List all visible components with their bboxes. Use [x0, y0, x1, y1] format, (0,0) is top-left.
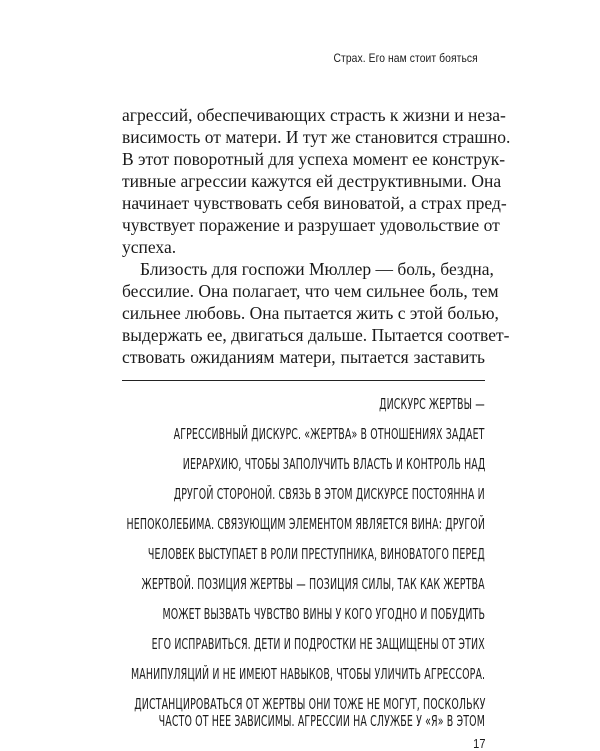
quote-line: ЧАСТО ОТ НЕЕ ЗАВИСИМЫ. АГРЕССИИ НА СЛУЖБЕ У «Я» В ЭТОМ — [158, 712, 485, 730]
body-line: чувствует поражение и разрушает удовольствие от — [122, 215, 500, 235]
body-line: агрессий, обеспечивающих страсть к жизни и неза- — [122, 105, 506, 125]
quote-line: ЧЕЛОВЕК ВЫСТУПАЕТ В РОЛИ ПРЕСТУПНИКА, ВИНОВАТОГО ПЕРЕД — [148, 545, 485, 563]
section-divider — [122, 380, 485, 381]
body-line: сильнее любовь. Она пытается жить с этой болью, — [122, 303, 499, 323]
body-line: В этот поворотный для успеха момент ее конструк- — [122, 149, 506, 169]
quote-line: ДИСКУРС ЖЕРТВЫ — — [379, 395, 485, 413]
quote-line: ЖЕРТВОЙ. ПОЗИЦИЯ ЖЕРТВЫ — ПОЗИЦИЯ СИЛЫ, ТАК КАК ЖЕРТВА — [141, 575, 485, 593]
quote-line: ЕГО ИСПРАВИТЬСЯ. ДЕТИ И ПОДРОСТКИ НЕ ЗАЩИЩЕНЫ ОТ ЭТИХ — [151, 635, 485, 653]
body-line: Близость для госпожи Мюллер — боль, бездна, — [140, 259, 494, 279]
body-line: висимость от матери. И тут же становится страшно. — [122, 127, 511, 147]
body-line: успеха. — [122, 237, 177, 257]
body-line: начинает чувствовать себя виноватой, а страх пред- — [122, 193, 507, 213]
quote-line: ДРУГОЙ СТОРОНОЙ. СВЯЗЬ В ЭТОМ ДИСКУРСЕ ПОСТОЯННА И — [173, 485, 485, 503]
page-number: 17 — [472, 736, 485, 751]
running-head: Страх. Его нам стоит бояться — [333, 51, 478, 65]
body-line: тивные агрессии кажутся ей деструктивными. Она — [122, 171, 502, 191]
body-line: ствовать ожиданиям матери, пытается заставить — [122, 347, 485, 367]
quote-line: НЕПОКОЛЕБИМА. СВЯЗУЮЩИМ ЭЛЕМЕНТОМ ЯВЛЯЕТСЯ ВИНА: ДРУГОЙ — [126, 515, 485, 533]
quote-line: МАНИПУЛЯЦИЙ И НЕ ИМЕЮТ НАВЫКОВ, ЧТОБЫ УЛИЧИТЬ АГРЕССОРА. — [130, 665, 485, 683]
body-line: выдержать ее, двигаться дальше. Пытается соответ- — [122, 325, 510, 345]
quote-line: ДИСТАНЦИРОВАТЬСЯ ОТ ЖЕРТВЫ ОНИ ТОЖЕ НЕ МОГУТ, ПОСКОЛЬКУ — [133, 695, 485, 713]
quote-line: АГРЕССИВНЫЙ ДИСКУРС. «ЖЕРТВА» В ОТНОШЕНИЯХ ЗАДАЕТ — [174, 425, 485, 443]
body-line: бессилие. Она полагает, что чем сильнее боль, тем — [122, 281, 499, 301]
quote-line: ИЕРАРХИЮ, ЧТОБЫ ЗАПОЛУЧИТЬ ВЛАСТЬ И КОНТРОЛЬ НАД — [182, 455, 485, 473]
quote-line: МОЖЕТ ВЫЗВАТЬ ЧУВСТВО ВИНЫ У КОГО УГОДНО И ПОБУДИТЬ — [162, 605, 485, 623]
